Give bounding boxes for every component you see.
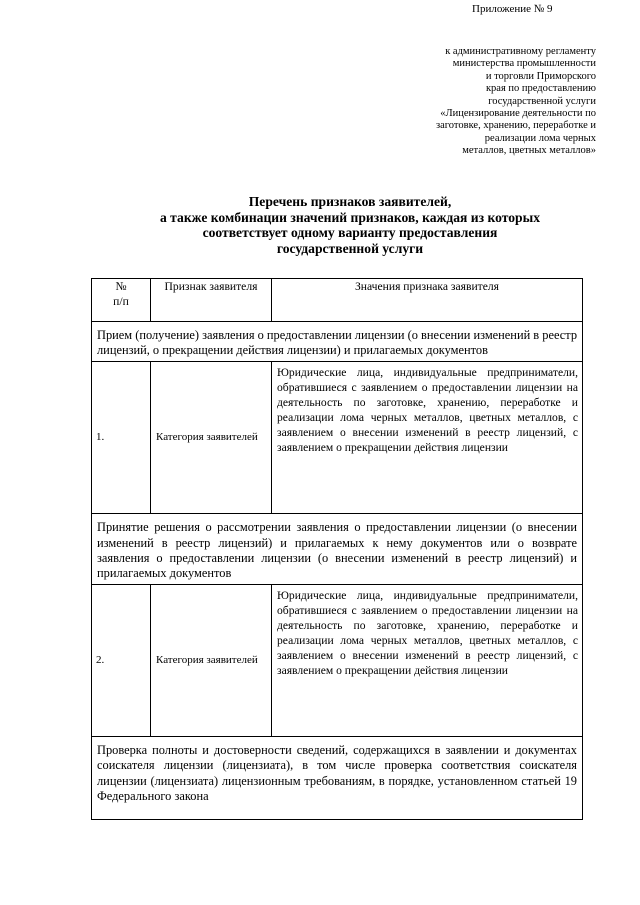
header-attribute: Признак заявителя xyxy=(151,279,272,322)
title-line: а также комбинации значений признаков, каждая из которых xyxy=(159,209,541,225)
title-line: соответствует одному варианту предоставления xyxy=(202,225,498,241)
title-line: Перечень признаков заявителей, xyxy=(248,194,452,209)
table-row xyxy=(92,362,583,514)
appendix-line: реализации лома черных xyxy=(484,132,596,144)
stage-cell: Проверка полноты и достоверности сведений, содержащихся в заявлении и документах соискателя лицензии (лицензиата), в том числе проверка соответствия соискателя лицензии (лицензиата) лицензионным требованиям, в порядке, установленном статьей 19 Федерального закона xyxy=(92,737,583,820)
appendix-line: металлов, цветных металлов» xyxy=(462,145,596,157)
appendix-line: «Лицензирование деятельности по xyxy=(440,108,596,120)
table-row xyxy=(92,585,583,737)
appendix-line: министерства промышленности xyxy=(452,58,596,70)
appendix-line: к административному регламенту xyxy=(445,46,596,57)
header-values: Значения признака заявителя xyxy=(272,279,583,322)
stage-row xyxy=(92,322,583,362)
row-number: 2. xyxy=(92,585,151,737)
appendix-line: заготовке, хранению, переработке и xyxy=(435,120,596,132)
row-value: Юридические лица, индивидуальные предприниматели, обратившиеся с заявлением о предоставлении лицензии на деятельность по заготовке, хранению, переработке и реализации лома черных металлов, цветных металлов, с заявлением о внесении изменений в реестр лицензий, с заявлением о прекращении действия лицензии xyxy=(272,585,583,737)
row-number: 1. xyxy=(92,362,151,514)
stage-row xyxy=(92,514,583,585)
header-number xyxy=(92,279,151,322)
row-value: Юридические лица, индивидуальные предприниматели, обратившиеся с заявлением о предоставлении лицензии на деятельность по заготовке, хранению, переработке и реализации лома черных металлов, цветных металлов, с заявлением о внесении изменений в реестр лицензий, с заявлением о прекращении действия лицензии xyxy=(272,362,583,514)
stage-row xyxy=(92,737,583,820)
row-attribute: Категория заявителей xyxy=(151,585,272,737)
document-title xyxy=(60,194,640,256)
stage-cell: Прием (получение) заявления о предоставлении лицензии (о внесении изменений в реестр лицензий, о прекращении действия лицензии) и прилагаемых документов xyxy=(92,322,583,362)
stage-cell: Принятие решения о рассмотрении заявления о предоставлении лицензии (о внесении изменений в реестр лицензий) и прилагаемых к нему документов или о возврате заявления о предоставлении лицензии (о внесении изменений в реестр лицензий) и прилагаемых документов xyxy=(92,514,583,585)
appendix-line: государственной услуги xyxy=(488,95,596,107)
appendix-line: края по предоставлению xyxy=(485,83,596,95)
table-header-row xyxy=(92,279,583,322)
header-number-line1: № xyxy=(115,280,127,293)
header-number-line2: п/п xyxy=(113,295,129,308)
appendix-title: Приложение № 9 xyxy=(472,3,553,15)
appendix-reference xyxy=(376,46,596,158)
applicant-attributes-table xyxy=(91,278,583,820)
row-attribute: Категория заявителей xyxy=(151,362,272,514)
title-line: государственной услуги xyxy=(276,240,424,256)
appendix-line: и торговли Приморского xyxy=(485,70,596,82)
